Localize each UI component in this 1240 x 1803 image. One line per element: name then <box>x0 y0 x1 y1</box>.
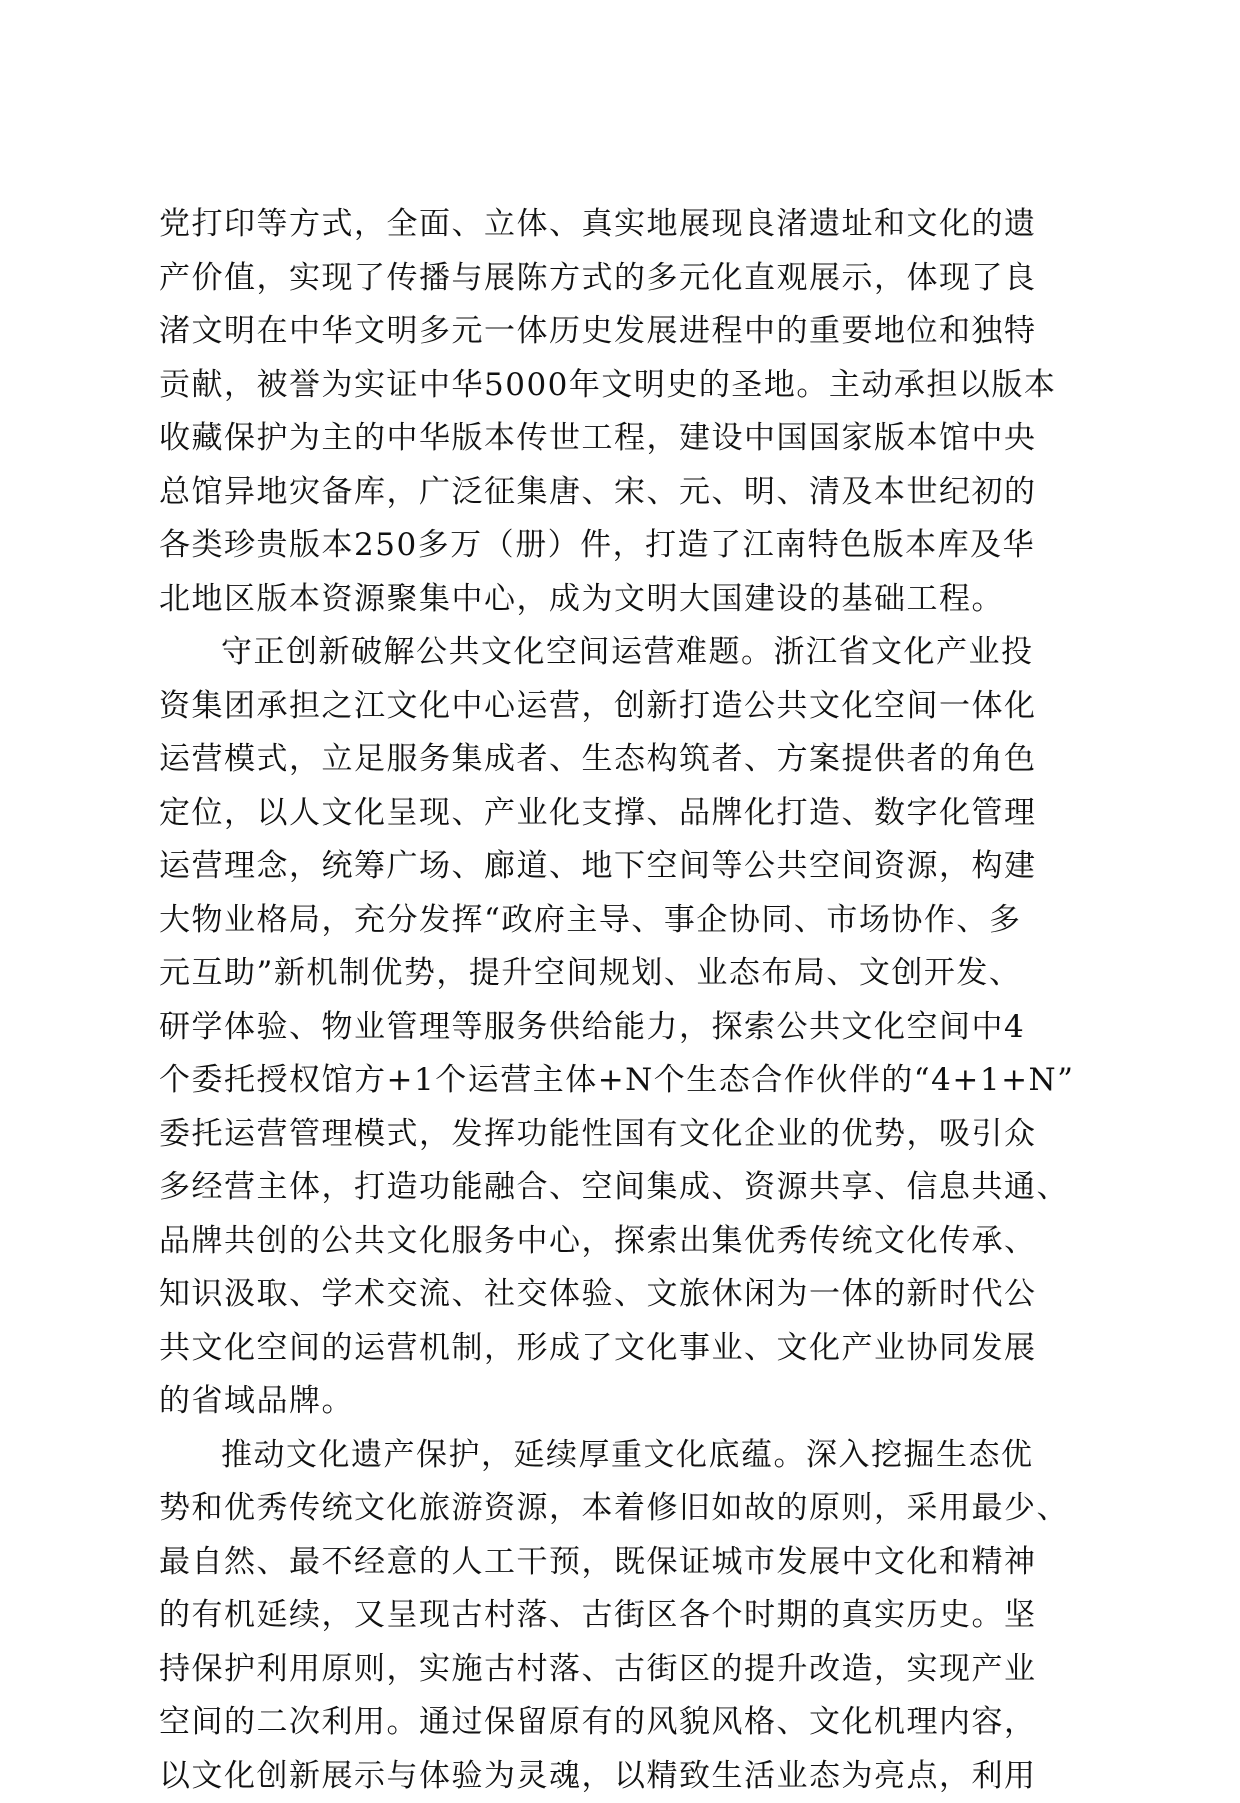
paragraph-1-line-6: 总馆异地灾备库，广泛征集唐、宋、元、明、清及本世纪初的 <box>159 466 1099 520</box>
paragraph-3-line-6: 空间的二次利用。通过保留原有的风貌风格、文化机理内容， <box>159 1696 1099 1750</box>
paragraph-1-line-4: 贡献，被誉为实证中华5000年文明史的圣地。主动承担以版本 <box>159 359 1099 413</box>
paragraph-3-line-2: 势和优秀传统文化旅游资源，本着修旧如故的原则，采用最少、 <box>159 1482 1099 1536</box>
paragraph-2-line-13: 知识汲取、学术交流、社交体验、文旅休闲为一体的新时代公 <box>159 1268 1099 1322</box>
paragraph-3-line-5: 持保护利用原则，实施古村落、古街区的提升改造，实现产业 <box>159 1643 1099 1697</box>
paragraph-3-line-7: 以文化创新展示与体验为灵魂，以精致生活业态为亮点，利用 <box>159 1750 1099 1803</box>
paragraph-3-line-3: 最自然、最不经意的人工干预，既保证城市发展中文化和精神 <box>159 1536 1099 1590</box>
paragraph-3-line-1: 推动文化遗产保护，延续厚重文化底蕴。深入挖掘生态优 <box>159 1429 1099 1483</box>
paragraph-3-line-4: 的有机延续，又呈现古村落、古街区各个时期的真实历史。坚 <box>159 1589 1099 1643</box>
paragraph-1-line-2: 产价值，实现了传播与展陈方式的多元化直观展示，体现了良 <box>159 252 1099 306</box>
paragraph-2-line-11: 多经营主体，打造功能融合、空间集成、资源共享、信息共通、 <box>159 1161 1099 1215</box>
paragraph-1-line-1: 党打印等方式，全面、立体、真实地展现良渚遗址和文化的遗 <box>159 198 1099 252</box>
paragraph-1-line-7: 各类珍贵版本250多万（册）件，打造了江南特色版本库及华 <box>159 519 1099 573</box>
paragraph-2-line-8: 研学体验、物业管理等服务供给能力，探索公共文化空间中4 <box>159 1001 1099 1055</box>
body-text <box>159 198 1099 1803</box>
paragraph-2-line-4: 定位，以人文化呈现、产业化支撑、品牌化打造、数字化管理 <box>159 787 1099 841</box>
paragraph-1-line-8: 北地区版本资源聚集中心，成为文明大国建设的基础工程。 <box>159 573 1099 627</box>
paragraph-2-line-6: 大物业格局，充分发挥“政府主导、事企协同、市场协作、多 <box>159 894 1099 948</box>
paragraph-1-line-5: 收藏保护为主的中华版本传世工程，建设中国国家版本馆中央 <box>159 412 1099 466</box>
paragraph-2-line-3: 运营模式，立足服务集成者、生态构筑者、方案提供者的角色 <box>159 733 1099 787</box>
paragraph-2-line-2: 资集团承担之江文化中心运营，创新打造公共文化空间一体化 <box>159 680 1099 734</box>
paragraph-2-line-12: 品牌共创的公共文化服务中心，探索出集优秀传统文化传承、 <box>159 1215 1099 1269</box>
paragraph-2-line-14: 共文化空间的运营机制，形成了文化事业、文化产业协同发展 <box>159 1322 1099 1376</box>
paragraph-1-line-3: 渚文明在中华文明多元一体历史发展进程中的重要地位和独特 <box>159 305 1099 359</box>
paragraph-2-line-5: 运营理念，统筹广场、廊道、地下空间等公共空间资源，构建 <box>159 840 1099 894</box>
paragraph-2-line-10: 委托运营管理模式，发挥功能性国有文化企业的优势，吸引众 <box>159 1108 1099 1162</box>
paragraph-2-line-1: 守正创新破解公共文化空间运营难题。浙江省文化产业投 <box>159 626 1099 680</box>
paragraph-2-line-15: 的省域品牌。 <box>159 1375 1099 1429</box>
paragraph-2-line-7: 元互助”新机制优势，提升空间规划、业态布局、文创开发、 <box>159 947 1099 1001</box>
paragraph-2-line-9: 个委托授权馆方+1个运营主体+N个生态合作伙伴的“4+1+N” <box>159 1054 1099 1108</box>
